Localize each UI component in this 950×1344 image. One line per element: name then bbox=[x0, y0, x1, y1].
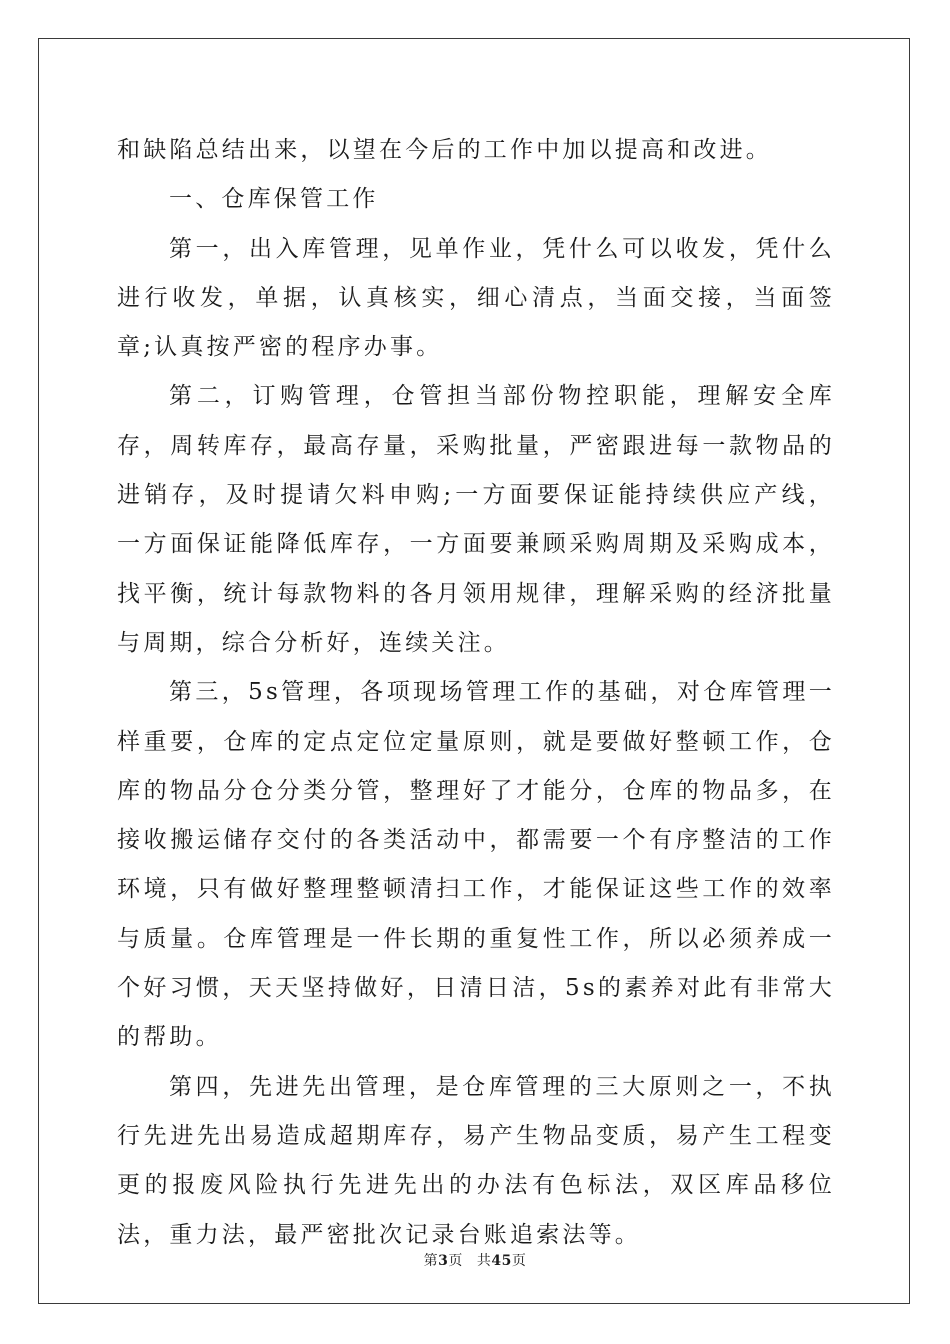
page-number: 3 bbox=[438, 1253, 449, 1269]
total-suffix: 页 bbox=[511, 1253, 527, 1269]
total-pages: 45 bbox=[491, 1253, 512, 1269]
document-body bbox=[117, 126, 835, 1260]
paragraph-3: 第二，订购管理，仓管担当部份物控职能，理解安全库存，周转库存，最高存量，采购批量，严密跟进每一款物品的进销存，及时提请欠料申购;一方面要保证能持续供应产线，一方面保证能降低库存，一方面要兼顾采购周期及采购成本，找平衡，统计每款物料的各月领用规律，理解采购的经济批量与周期，综合分析好，连续关注。 bbox=[117, 383, 835, 656]
total-prefix: 共 bbox=[476, 1253, 492, 1269]
page-prefix: 第 bbox=[423, 1253, 439, 1269]
section-heading: 一、仓库保管工作 bbox=[169, 186, 379, 213]
paragraph-1: 和缺陷总结出来，以望在今后的工作中加以提高和改进。 bbox=[117, 137, 772, 163]
paragraph-4: 第三，5s管理，各项现场管理工作的基础，对仓库管理一样重要，仓库的定点定位定量原则，就是要做好整顿工作，仓库的物品分仓分类分管，整理好了才能分，仓库的物品多，在接收搬运储存交付的各类活动中，都需要一个有序整洁的工作环境，只有做好整理整顿清扫工作，才能保证这些工作的效率与质量。仓库管理是一件长期的重复性工作，所以必须养成一个好习惯，天天坚持做好，日清日洁，5s的素养对此有非常大的帮助。 bbox=[117, 679, 835, 1051]
paragraph-5: 第四，先进先出管理，是仓库管理的三大原则之一，不执行先进先出易造成超期库存，易产生物品变质，易产生工程变更的报废风险执行先进先出的办法有色标法，双区库品移位法，重力法，最严密批次记录台账追索法等。 bbox=[117, 1073, 835, 1248]
page-footer bbox=[0, 1250, 950, 1270]
paragraph-2: 第一，出入库管理，见单作业，凭什么可以收发，凭什么进行收发，单据，认真核实，细心清点，当面交接，当面签章;认真按严密的程序办事。 bbox=[117, 235, 835, 361]
page-suffix: 页 bbox=[448, 1253, 463, 1269]
